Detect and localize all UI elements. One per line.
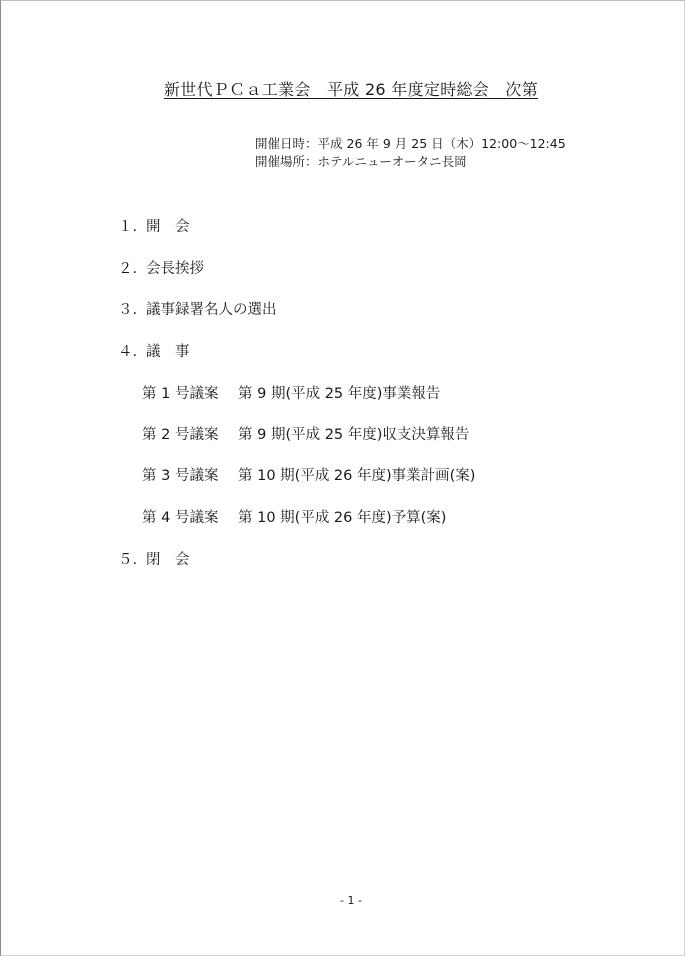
proposal-label: 第 4 号議案 bbox=[142, 510, 219, 526]
proposal-item-1 bbox=[142, 382, 440, 403]
agenda-item-text: 開 会 bbox=[146, 219, 190, 235]
meeting-venue bbox=[255, 153, 566, 171]
agenda-item-proceedings bbox=[118, 340, 190, 361]
page-number: - 1 - bbox=[340, 894, 362, 907]
agenda-item-number: １. bbox=[118, 219, 138, 235]
document-title bbox=[1, 77, 685, 100]
proposal-label: 第 3 号議案 bbox=[142, 468, 219, 484]
agenda-item-text: 閉 会 bbox=[146, 552, 190, 568]
agenda-item-number: ３. bbox=[118, 302, 138, 318]
proposal-text: 第 10 期(平成 26 年度)予算(案) bbox=[238, 510, 447, 526]
meeting-venue-label: 開催場所： bbox=[255, 154, 318, 169]
meeting-datetime bbox=[255, 135, 566, 153]
proposal-item-2 bbox=[142, 423, 469, 444]
meeting-info bbox=[255, 135, 566, 171]
proposal-text: 第 9 期(平成 25 年度)収支決算報告 bbox=[238, 427, 470, 443]
agenda-item-number: ５. bbox=[118, 552, 138, 568]
proposal-text: 第 10 期(平成 26 年度)事業計画(案) bbox=[238, 468, 476, 484]
proposal-label: 第 2 号議案 bbox=[142, 427, 219, 443]
agenda-item-text: 議 事 bbox=[146, 344, 190, 360]
proposal-label: 第 1 号議案 bbox=[142, 386, 219, 402]
meeting-datetime-value: 平成 26 年 9 月 25 日（木）12:00～12:45 bbox=[317, 136, 566, 151]
agenda-item-text: 会長挨拶 bbox=[146, 261, 204, 277]
meeting-datetime-label: 開催日時： bbox=[255, 136, 318, 151]
proposal-text: 第 9 期(平成 25 年度)事業報告 bbox=[238, 386, 441, 402]
agenda-item-greeting bbox=[118, 257, 204, 278]
agenda-item-closing bbox=[118, 548, 190, 569]
meeting-venue-value: ホテルニューオータニ長岡 bbox=[317, 154, 467, 169]
agenda-item-number: ２. bbox=[118, 261, 138, 277]
agenda-item-opening bbox=[118, 215, 190, 236]
agenda-item-text: 議事録署名人の選出 bbox=[146, 302, 277, 318]
document-title-text: 新世代ＰＣａ工業会 平成 26 年度定時総会 次第 bbox=[163, 80, 539, 99]
proposal-item-3 bbox=[142, 464, 475, 485]
proposal-item-4 bbox=[142, 506, 446, 527]
agenda-item-number: ４. bbox=[118, 344, 138, 360]
agenda-item-signatories bbox=[118, 298, 277, 319]
